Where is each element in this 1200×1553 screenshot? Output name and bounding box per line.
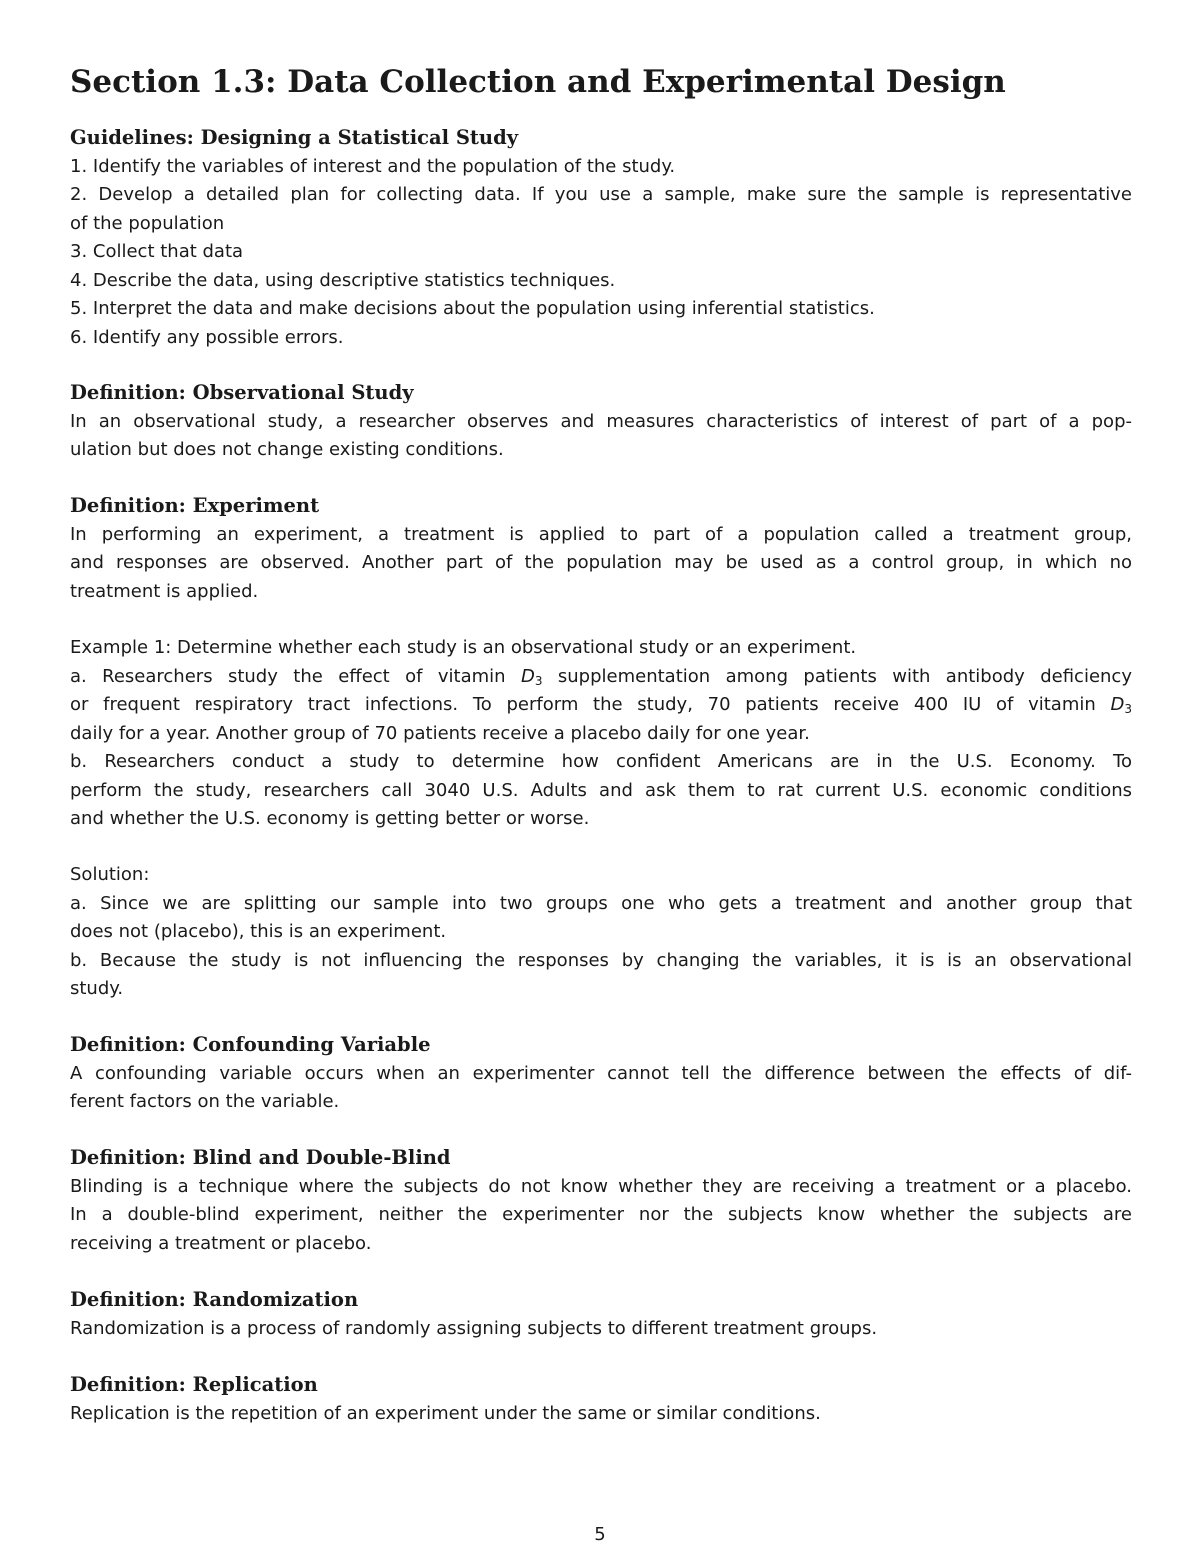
example-1-part-b-line-3: and whether the U.S. economy is getting better or worse. <box>70 808 590 829</box>
solution-b-line-1: b. Because the study is not influencing the responses by changing the variables, it is is an observational <box>70 949 1132 971</box>
example-1-a-text-cont: supplementation among patients with antibody deficiency <box>542 665 1132 687</box>
example-1-part-a-line-1 <box>70 663 1132 692</box>
blind-heading: Definition: Blind and Double-Blind <box>70 1146 451 1169</box>
guideline-step-2-cont: of the population <box>70 212 225 234</box>
blind-text-1: Blinding is a technique where the subjects do not know whether they are receiving a treatment or a placebo. <box>70 1175 1132 1197</box>
confounding-variable-section <box>70 1031 1132 1117</box>
blind-text-2: In a double-blind experiment, neither the experimenter nor the subjects know whether the subjects are <box>70 1204 1132 1225</box>
guidelines-section <box>70 124 1132 352</box>
randomization-section <box>70 1286 1132 1343</box>
replication-section <box>70 1371 1132 1428</box>
replication-heading: Definition: Replication <box>70 1373 318 1396</box>
solution-b-line-2: study. <box>70 978 124 999</box>
example-1-part-a-line-3: daily for a year. Another group of 70 patients receive a placebo daily for one year. <box>70 722 810 744</box>
confounding-variable-text-1: A confounding variable occurs when an experimenter cannot tell the difference between the effects of dif- <box>70 1062 1132 1084</box>
solution-label: Solution: <box>70 864 150 885</box>
example-1-a-line-2-text: or frequent respiratory tract infections. To perform the study, 70 patients receive 400 IU of vitamin <box>70 694 1096 715</box>
solution-section <box>70 861 1132 1004</box>
guideline-step-5: 5. Interpret the data and make decisions about the population using inferential statistics. <box>70 298 875 319</box>
blind-section <box>70 1144 1132 1258</box>
solution-a-line-1: a. Since we are splitting our sample into two groups one who gets a treatment and another group that <box>70 892 1132 914</box>
example-1-section <box>70 634 1132 834</box>
confounding-variable-text-2: ferent factors on the variable. <box>70 1091 340 1112</box>
example-1-a-text: a. Researchers study the effect of vitamin <box>70 665 521 687</box>
example-1-part-a-line-2 <box>70 691 1132 720</box>
experiment-text-1: In performing an experiment, a treatment is applied to part of a population called a treatment group, <box>70 523 1132 545</box>
guideline-step-6: 6. Identify any possible errors. <box>70 326 344 348</box>
example-1-part-b-line-2: perform the study, researchers call 3040 U.S. Adults and ask them to rat current U.S. economic conditions <box>70 779 1132 801</box>
page-title: Section 1.3: Data Collection and Experimental Design <box>70 64 1006 100</box>
guideline-step-2: 2. Develop a detailed plan for collecting data. If you use a sample, make sure the sample is representative <box>70 184 1132 205</box>
observational-study-heading: Definition: Observational Study <box>70 381 414 404</box>
confounding-variable-heading: Definition: Confounding Variable <box>70 1033 431 1056</box>
observational-study-text-2: ulation but does not change existing conditions. <box>70 439 504 460</box>
guidelines-heading: Guidelines: Designing a Statistical Study <box>70 126 519 149</box>
example-1-part-b-line-1: b. Researchers conduct a study to determine how confident Americans are in the U.S. Economy. To <box>70 751 1132 772</box>
randomization-text: Randomization is a process of randomly assigning subjects to different treatment groups. <box>70 1317 878 1339</box>
vitamin-d-symbol: D <box>520 665 535 687</box>
randomization-heading: Definition: Randomization <box>70 1288 359 1311</box>
guideline-step-1: 1. Identify the variables of interest and the population of the study. <box>70 155 676 177</box>
observational-study-text-1: In an observational study, a researcher observes and measures characteristics of interest of part of a pop- <box>70 410 1132 432</box>
experiment-section <box>70 492 1132 606</box>
vitamin-d-subscript-2: 3 <box>1124 702 1132 716</box>
experiment-text-3: treatment is applied. <box>70 580 259 602</box>
guideline-step-4: 4. Describe the data, using descriptive statistics techniques. <box>70 269 616 291</box>
solution-a-line-2: does not (placebo), this is an experiment. <box>70 921 447 942</box>
example-1-intro: Example 1: Determine whether each study is an observational study or an experiment. <box>70 637 857 658</box>
vitamin-d-symbol-2: D <box>1110 694 1125 715</box>
vitamin-d-subscript: 3 <box>534 673 543 688</box>
experiment-text-2: and responses are observed. Another part of the population may be used as a control group, in which no <box>70 552 1132 573</box>
page-number: 5 <box>594 1524 606 1545</box>
experiment-heading: Definition: Experiment <box>70 494 320 517</box>
observational-study-section <box>70 379 1132 465</box>
guideline-step-3: 3. Collect that data <box>70 241 244 262</box>
replication-text: Replication is the repetition of an experiment under the same or similar conditions. <box>70 1402 821 1424</box>
blind-text-3: receiving a treatment or placebo. <box>70 1232 372 1254</box>
